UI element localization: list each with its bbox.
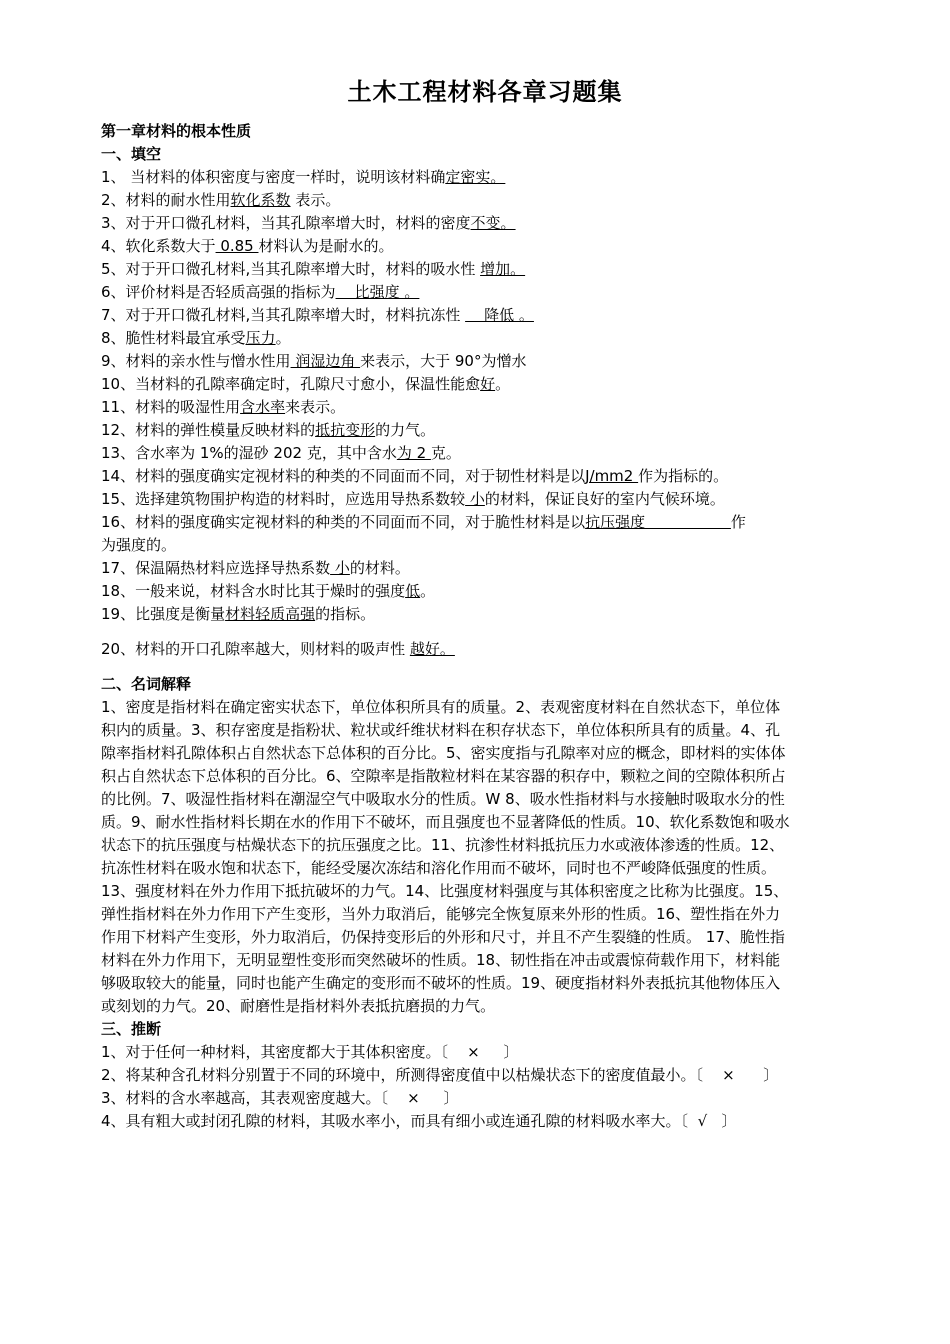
document-body [101,120,855,1133]
terms-line: 积占自然状态下总体积的百分比。6、空隙率是指散粒材料在某容器的积存中，颗粒之间的空隙体积所占 [101,767,786,785]
terms-line: 积内的质量。3、积存密度是指粉状、粒状或纤维状材料在积存状态下，单位体积所具有的质量。4、孔 [101,721,781,739]
fill-item-12: 12、材料的弹性模量反映材料的抵抗变形的力气。 [101,421,436,439]
fill-item-8: 8、脆性材料最宜承受压力。 [101,329,291,347]
fill-item-20: 20、材料的开口孔隙率越大，则材料的吸声性 越好。 [101,640,455,658]
fill-item-4: 4、软化系数大于 0.85 材料认为是耐水的。 [101,237,394,255]
fill-item-1: 1、 当材料的体积密度与密度一样时，说明该材料确定密实。 [101,168,506,186]
fill-item-16-cont: 为强度的。 [101,536,177,554]
judge-item-4: 4、具有粗大或封闭孔隙的材料，其吸水率小，而具有细小或连通孔隙的材料吸水率大。〔 √ 〕 [101,1112,737,1130]
terms-line: 质。9、耐水性指材料长期在水的作用下不破坏，而且强度也不显著降低的性质。10、软化系数饱和吸水 [101,813,790,831]
judge-heading: 三、推断 [101,1020,162,1038]
fill-item-15: 15、选择建筑物围护构造的材料时，应选用导热系数较 小的材料，保证良好的室内气候环境。 [101,490,725,508]
terms-line: 抗冻性材料在吸水饱和状态下，能经受屡次冻结和溶化作用而不破坏，同时也不严峻降低强度的性质。 [101,859,777,877]
fill-item-11: 11、材料的吸湿性用含水率来表示。 [101,398,346,416]
terms-line: 作用下材料产生变形，外力取消后，仍保持变形后的外形和尺寸，并且不产生裂缝的性质。 17、脆性指 [101,928,785,946]
fill-item-13: 13、含水率为 1%的湿砂 202 克，其中含水为 2 克。 [101,444,461,462]
judge-item-3: 3、材料的含水率越高，其表观密度越大。〔 × 〕 [101,1089,459,1107]
fill-item-19: 19、比强度是衡量材料轻质高强的指标。 [101,605,376,623]
fill-item-5: 5、对于开口微孔材料,当其孔隙率增大时，材料的吸水性 增加。 [101,260,526,278]
judge-item-1: 1、对于任何一种材料，其密度都大于其体积密度。〔 × 〕 [101,1043,519,1061]
fill-item-3: 3、对于开口微孔材料，当其孔隙率增大时，材料的密度不变。 [101,214,516,232]
fill-item-16: 16、材料的强度确实定视材料的种类的不同面而不同，对于脆性材料是以抗压强度 作 [101,513,746,531]
fill-item-10: 10、当材料的孔隙率确定时，孔隙尺寸愈小，保温性能愈好。 [101,375,511,393]
terms-line: 材料在外力作用下，无明显塑性变形而突然破坏的性质。18、韧性指在冲击或震惊荷载作用下，材料能 [101,951,781,969]
terms-line: 状态下的抗压强度与枯燥状态下的抗压强度之比。11、抗渗性材料抵抗压力水或液体渗透的性质。12、 [101,836,785,854]
fill-item-18: 18、一般来说，材料含水时比其于燥时的强度低。 [101,582,436,600]
fill-item-2: 2、材料的耐水性用软化系数 表示。 [101,191,341,209]
fill-item-7: 7、对于开口微孔材料,当其孔隙率增大时，材料抗冻性 降低 。 [101,306,534,324]
fill-item-14: 14、材料的强度确实定视材料的种类的不同面而不同，对于韧性材料是以J/mm2 作为指标的。 [101,467,729,485]
fill-item-17: 17、保温隔热材料应选择导热系数 小的材料。 [101,559,410,577]
fill-item-6: 6、评价材料是否轻质高强的指标为 比强度 。 [101,283,420,301]
terms-line: 弹性指材料在外力作用下产生变形，当外力取消后，能够完全恢复原来外形的性质。16、塑性指在外力 [101,905,781,923]
terms-line: 够吸取较大的能量，同时也能产生确定的变形而不破坏的性质。19、硬度指材料外表抵抗其他物体压入 [101,974,781,992]
terms-line: 隙率指材料孔隙体积占自然状态下总体积的百分比。5、密实度指与孔隙率对应的概念，即材料的实体体 [101,744,786,762]
terms-line: 或刻划的力气。20、耐磨性是指材料外表抵抗磨损的力气。 [101,997,496,1015]
judge-item-2: 2、将某种含孔材料分别置于不同的环境中，所测得密度值中以枯燥状态下的密度值最小。〔 × 〕 [101,1066,779,1084]
fill-item-9: 9、材料的亲水性与憎水性用 润湿边角 来表示，大于 90°为憎水 [101,352,527,370]
terms-line: 的比例。7、吸湿性指材料在潮湿空气中吸取水分的性质。W 8、吸水性指材料与水接触时吸取水分的性 [101,790,785,808]
chapter-title: 第一章材料的根本性质 [101,122,252,140]
fill-heading: 一、填空 [101,145,162,163]
terms-line: 13、强度材料在外力作用下抵抗破坏的力气。14、比强度材料强度与其体积密度之比称为比强度。15、 [101,882,789,900]
spacer [101,661,855,673]
terms-heading: 二、名词解释 [101,675,192,693]
terms-line: 1、密度是指材料在确定密实状态下，单位体积所具有的质量。2、表观密度材料在自然状态下，单位体 [101,698,781,716]
document-title: 土木工程材料各章习题集 [347,78,623,106]
spacer [101,626,855,638]
